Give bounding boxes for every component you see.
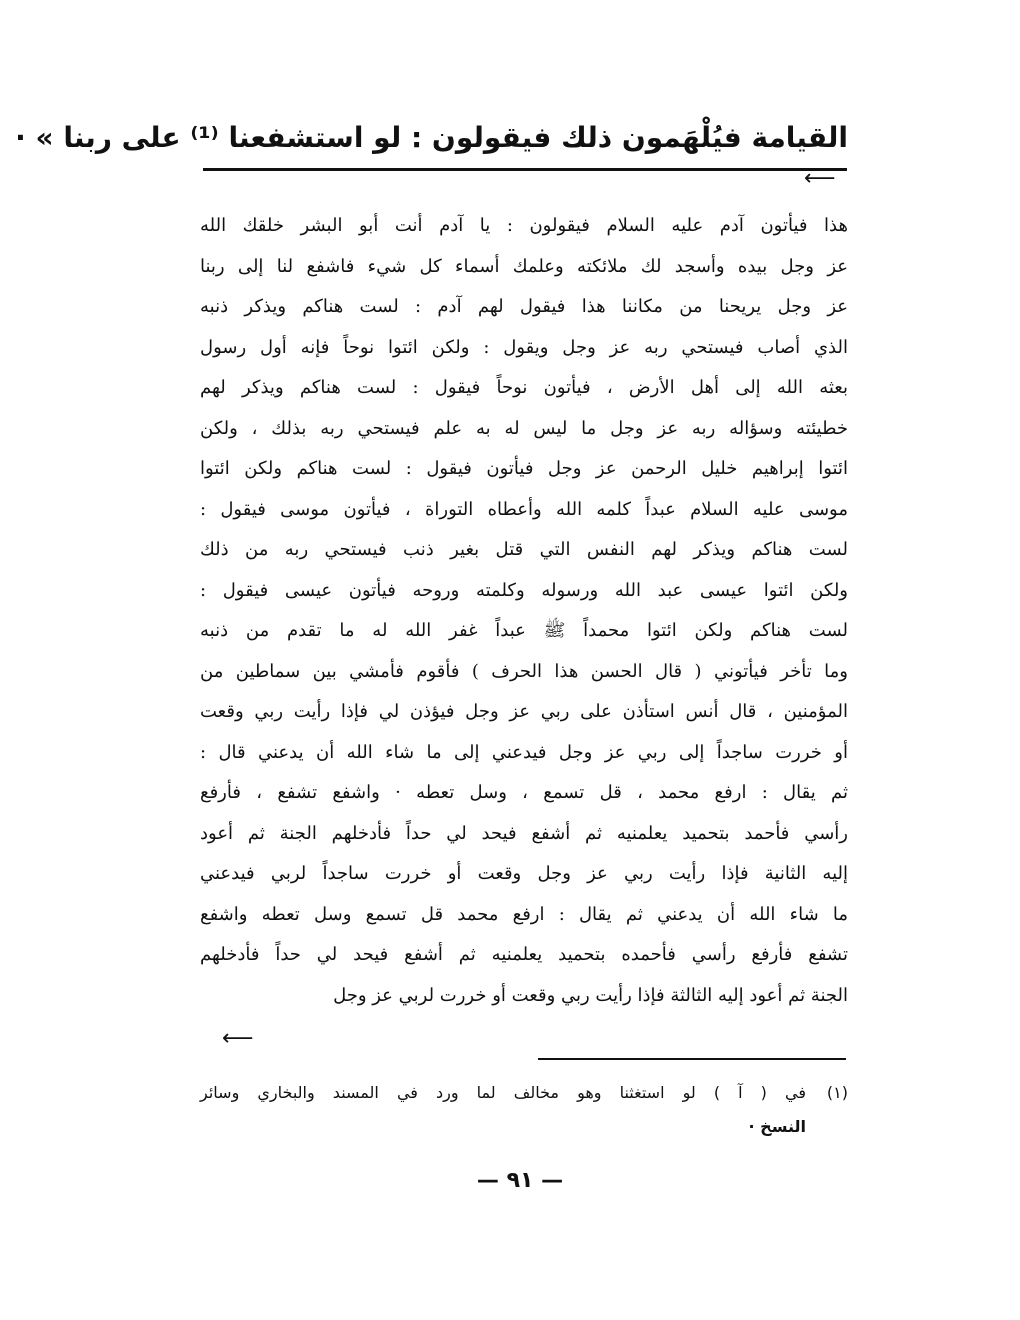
text-line: الجنة ثم أعود إليه الثالثة فإذا رأيت ربي وقعت أو خررت لربي عز وجل	[333, 984, 848, 1006]
text-line: المؤمنين ، قال أنس استأذن على ربي عز وجل فيؤذن لي فإذا رأيت ربي وقعت	[200, 701, 848, 722]
text-line: رأسي فأحمد بتحميد يعلمنيه ثم أشفع فيحد لي حداً فأدخلهم الجنة ثم أعود	[200, 822, 848, 844]
text-line: عز وجل بيده وأسجد لك ملائكته وعلمك أسماء كل شيء فاشفع لنا إلى ربنا	[200, 255, 848, 277]
text-line: موسى عليه السلام عبداً كلمه الله وأعطاه التوراة ، فيأتون موسى فيقول :	[200, 498, 848, 520]
continuation-arrow-icon: ⟵	[804, 166, 836, 191]
continuation-arrow-icon: ⟵	[222, 1026, 254, 1051]
page-number: — ٩١ —	[476, 1168, 564, 1193]
text-line: خطيئته وسؤاله ربه عز وجل ما ليس له به علم فيستحي ربه بذلك ، ولكن	[200, 417, 848, 439]
text-line: عز وجل يريحنا من مكاننا هذا فيقول لهم آدم : لست هناكم ويذكر ذنبه	[200, 296, 848, 317]
running-header: القيامة فيُلْهَمون ذلك فيقولون : لو استشفعنا ⁽¹⁾ على ربنا » ·	[15, 121, 848, 154]
text-line: الذي أصاب فيستحي ربه عز وجل ويقول : ولكن ائتوا نوحاً فإنه أول رسول	[200, 336, 848, 358]
text-line: أو خررت ساجداً إلى ربي عز وجل فيدعني إلى ما شاء الله أن يدعني قال :	[200, 741, 848, 763]
footnote	[200, 1076, 848, 1144]
footnote-rule	[538, 1058, 846, 1060]
text-line: ما شاء الله أن يدعني ثم يقال : ارفع محمد قل تسمع وسل تعطه واشفع	[200, 903, 848, 925]
header-rule	[203, 168, 847, 171]
footnote-text: في ( آ ) لو استغثنا وهو مخالف لما ورد في المسند والبخاري وسائر	[200, 1083, 806, 1102]
text-line: ثم يقال : ارفع محمد ، قل تسمع ، وسل تعطه · واشفع تشفع ، فأرفع	[200, 782, 848, 803]
main-text	[200, 206, 848, 1016]
text-line: لست هناكم ولكن ائتوا محمداً ﷺ عبداً غفر الله له ما تقدم من ذنبه	[200, 620, 848, 641]
text-line: ائتوا إبراهيم خليل الرحمن عز وجل فيأتون فيقول : لست هناكم ولكن ائتوا	[200, 458, 848, 479]
text-line: إليه الثانية فإذا رأيت ربي عز وجل وقعت أو خررت ساجداً لربي فيدعني	[200, 863, 848, 884]
text-line: وما تأخر فيأتوني ( قال الحسن هذا الحرف ) فأقوم فأمشي بين سماطين من	[200, 660, 848, 682]
text-line: هذا فيأتون آدم عليه السلام فيقولون : يا آدم أنت أبو البشر خلقك الله	[200, 215, 848, 236]
text-line: ولكن ائتوا عيسى عبد الله ورسوله وكلمته وروحه فيأتون عيسى فيقول :	[200, 579, 848, 601]
footnote-continuation: النسخ ·	[748, 1117, 806, 1136]
text-line: لست هناكم ويذكر لهم النفس التي قتل بغير ذنب فيستحي ربه من ذلك	[200, 539, 848, 560]
footnote-marker: (١)	[826, 1083, 848, 1102]
text-line: بعثه الله إلى أهل الأرض ، فيأتون نوحاً فيقول : لست هناكم ويذكر لهم	[200, 377, 848, 398]
text-line: تشفع فأرفع رأسي فأحمده بتحميد يعلمنيه ثم أشفع فيحد لي حداً فأدخلهم	[200, 944, 848, 965]
